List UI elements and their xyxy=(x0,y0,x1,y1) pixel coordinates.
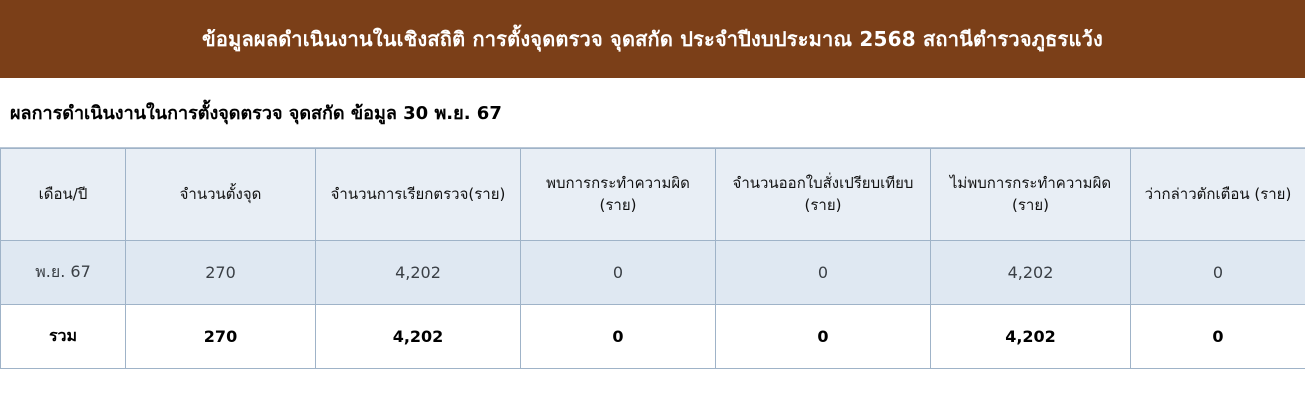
cell-inspections: 4,202 xyxy=(316,241,521,305)
table-body xyxy=(1,241,1305,369)
total-warnings: 0 xyxy=(1131,305,1305,369)
column-header-inspections: จำนวนการเรียกตรวจ(ราย) xyxy=(316,149,521,241)
statistics-table-container xyxy=(0,148,1305,410)
cell-checkpoints: 270 xyxy=(126,241,316,305)
cell-warnings: 0 xyxy=(1131,241,1305,305)
total-inspections: 4,202 xyxy=(316,305,521,369)
column-header-no-offence: ไม่พบการกระทำความผิด (ราย) xyxy=(931,149,1131,241)
table-row xyxy=(1,241,1305,305)
report-subtitle-band xyxy=(0,78,1305,148)
total-no-offence: 4,202 xyxy=(931,305,1131,369)
column-header-warnings: ว่ากล่าวตักเตือน (ราย) xyxy=(1131,149,1305,241)
cell-tickets-issued: 0 xyxy=(716,241,931,305)
total-checkpoints: 270 xyxy=(126,305,316,369)
table-total-row xyxy=(1,305,1305,369)
report-title-bar xyxy=(0,0,1305,78)
report-subtitle: ผลการดำเนินงานในการตั้งจุดตรวจ จุดสกัด ข้อมูล 30 พ.ย. 67 xyxy=(10,103,502,124)
column-header-tickets-issued: จำนวนออกใบสั่งเปรียบเทียบ (ราย) xyxy=(716,149,931,241)
table-header xyxy=(1,149,1305,241)
total-label: รวม xyxy=(1,305,126,369)
cell-no-offence: 4,202 xyxy=(931,241,1131,305)
cell-offences-found: 0 xyxy=(521,241,716,305)
total-tickets-issued: 0 xyxy=(716,305,931,369)
table-header-row xyxy=(1,149,1305,241)
column-header-offences-found: พบการกระทำความผิด (ราย) xyxy=(521,149,716,241)
column-header-month: เดือน/ปี xyxy=(1,149,126,241)
total-offences-found: 0 xyxy=(521,305,716,369)
column-header-checkpoints: จำนวนตั้งจุด xyxy=(126,149,316,241)
cell-month: พ.ย. 67 xyxy=(1,241,126,305)
statistics-table xyxy=(0,148,1305,369)
page-title: ข้อมูลผลดำเนินงานในเชิงสถิติ การตั้งจุดตรวจ จุดสกัด ประจำปีงบประมาณ 2568 สถานีตำรวจภูธรแว้ง xyxy=(202,27,1103,51)
